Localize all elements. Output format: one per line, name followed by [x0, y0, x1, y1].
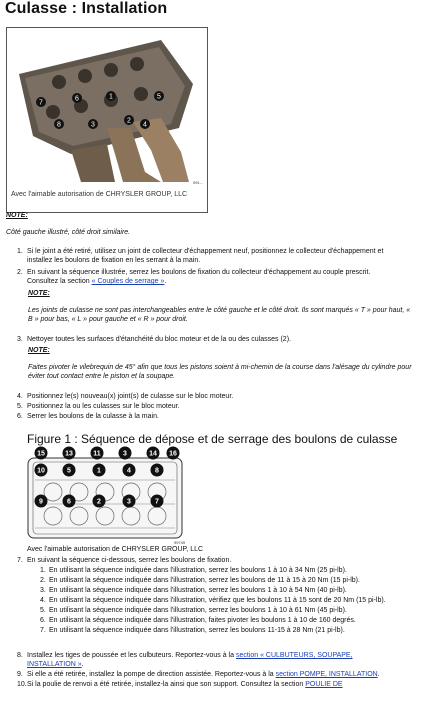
step-number: 1.	[17, 248, 23, 255]
step-number: 2.	[17, 269, 23, 276]
figure-bolt-label: 10	[37, 467, 45, 475]
note-block	[28, 289, 413, 324]
svg-text:6: 6	[75, 95, 79, 103]
figure-bolt-label: 15	[37, 450, 45, 458]
bolt-label-2	[124, 115, 134, 125]
figure-bolt-3	[123, 495, 136, 508]
note-text: Côté gauche illustré, côté droit similaire.	[6, 229, 131, 236]
list-item	[40, 576, 410, 585]
list-item	[17, 670, 402, 679]
figure-bolt-15	[35, 447, 48, 460]
figure-bolt-4	[123, 464, 136, 477]
engine-diagram	[27, 444, 186, 545]
figure-code: 99749	[174, 540, 186, 545]
list-item	[17, 651, 402, 669]
list-item	[40, 586, 410, 595]
figure-bolt-label: 1	[97, 467, 101, 475]
bolt-label-7	[36, 97, 46, 107]
bolt-label-3	[88, 119, 98, 129]
cylinder-head-photo	[11, 32, 202, 182]
substep-number: 5.	[40, 607, 46, 614]
figure-bolt-label: 8	[155, 467, 159, 475]
page-title: Culasse : Installation	[5, 0, 168, 17]
figure-bolt-2	[93, 495, 106, 508]
list-item	[40, 566, 410, 575]
substep-number: 3.	[40, 587, 46, 594]
steps-list-a	[17, 247, 402, 289]
substeps-list	[40, 566, 410, 636]
substep-number: 7.	[40, 627, 46, 634]
substep-number: 4.	[40, 597, 46, 604]
couples-de-serrage-link[interactable]: « Couples de serrage »	[91, 278, 165, 285]
figure-bolt-5	[63, 464, 76, 477]
step-text: Serrer les boulons de la culasse à la main.	[27, 413, 159, 420]
substep-text: En utilisant la séquence indiquée dans l'illustration, serrez les boulons 1 à 10 à 54 Nm (40 pi-lb).	[49, 587, 347, 594]
figure-bolt-label: 2	[97, 498, 101, 506]
list-item	[40, 596, 410, 605]
list-item	[17, 680, 402, 689]
substep-text: En utilisant la séquence indiquée dans l'illustration, vérifiez que les boulons 11 à 15 sont de 20 Nm (15 pi-lb).	[49, 597, 386, 604]
step-text: Positionnez le(s) nouveau(x) joint(s) de culasse sur le bloc moteur.	[27, 393, 234, 400]
bolt-label-6	[72, 93, 82, 103]
figure-bolt-11	[91, 447, 104, 460]
step-text: En suivant la séquence illustrée, serrez les boulons de fixation du collecteur d'échappement au couple prescrit. Consultez la section	[27, 269, 371, 285]
bolt-label-4	[140, 119, 150, 129]
step-number: 9.	[17, 671, 23, 678]
substep-text: En utilisant la séquence indiquée dans l'illustration, serrez les boulons de 11 à 15 à 20 Nm (15 pi-lb).	[49, 577, 360, 584]
substep-number: 2.	[40, 577, 46, 584]
figure-bolt-label: 7	[155, 498, 159, 506]
step-text-end: .	[81, 661, 84, 668]
substep-number: 6.	[40, 617, 46, 624]
substep-text: En utilisant la séquence indiquée dans l'illustration, serrez les boulons 1 à 10 à 34 Nm (25 pi-lb).	[49, 567, 347, 574]
step-text: Si le joint a été retiré, utilisez un joint de collecteur d'échappement neuf, positionnez le collecteur d'échappement et installez les boulons de fixation en les serrant à la main.	[27, 248, 384, 264]
figure-bolt-label: 6	[67, 498, 71, 506]
step-text: Positionnez la ou les culasses sur le bloc moteur.	[27, 403, 180, 410]
step-number: 4.	[17, 393, 23, 400]
figure-bolt-label: 3	[123, 450, 127, 458]
svg-text:7: 7	[39, 99, 43, 107]
list-item	[17, 402, 402, 411]
step-number: 5.	[17, 403, 23, 410]
list-item	[40, 616, 410, 625]
figure-bolt-6	[63, 495, 76, 508]
step-text-end: .	[377, 671, 380, 678]
substep-text: En utilisant la séquence indiquée dans l'illustration, serrez les boulons 1 à 10 à 61 Nm (45 pi-lb).	[49, 607, 347, 614]
svg-text:2: 2	[127, 117, 131, 125]
list-item	[17, 412, 402, 421]
note-title: NOTE:	[28, 290, 50, 297]
step-text: Nettoyer toutes les surfaces d'étanchéité du bloc moteur et de la ou des culasses (2).	[27, 336, 291, 343]
figure-bolt-label: 16	[169, 450, 177, 458]
step-text: Installez les tiges de poussée et les culbuteurs. Reportez-vous à la	[27, 652, 235, 659]
step-number: 7.	[17, 557, 23, 564]
note-block	[28, 346, 413, 381]
figure-bolt-label: 9	[39, 498, 43, 506]
list-item	[17, 247, 402, 265]
note-title: NOTE:	[6, 212, 28, 219]
step-text: Si elle a été retirée, installez la pompe de direction assistée. Reportez-vous à la	[27, 671, 274, 678]
step-number: 10.	[17, 681, 27, 688]
note-title: NOTE:	[28, 347, 50, 354]
list-item	[40, 606, 410, 615]
poulie-link[interactable]: POULIE DE	[305, 681, 343, 688]
step-number: 6.	[17, 413, 23, 420]
figure-bolt-13	[63, 447, 76, 460]
bolt-label-5	[154, 91, 164, 101]
figure-bolt-label: 14	[149, 450, 157, 458]
figure-bolt-1	[93, 464, 106, 477]
figure-bolt-label: 3	[127, 498, 131, 506]
figure-bolt-9	[35, 495, 48, 508]
figure-bolt-14	[147, 447, 160, 460]
figure-title: Figure 1 : Séquence de dépose et de serrage des boulons de culasse	[27, 432, 398, 446]
svg-text:4: 4	[143, 121, 147, 129]
list-item	[17, 556, 402, 565]
figure-bolt-10	[35, 464, 48, 477]
list-item	[40, 626, 410, 635]
svg-text:3: 3	[91, 121, 95, 129]
step-text-end: .	[164, 278, 167, 285]
steps-list-c	[17, 651, 402, 692]
svg-text:5: 5	[157, 93, 161, 101]
bolt-label-8	[54, 119, 64, 129]
figure-bolt-label: 11	[93, 450, 101, 458]
figure-bolt-8	[151, 464, 164, 477]
step-number: 3.	[17, 336, 23, 343]
figure-bolt-7	[151, 495, 164, 508]
list-item	[17, 268, 402, 286]
figure-credit: Avec l'aimable autorisation de CHRYSLER GROUP, LLC	[27, 546, 204, 553]
substep-text: En utilisant la séquence indiquée dans l'illustration, faites pivoter les boulons 1 à 10 de 160 degrés.	[49, 617, 356, 624]
photo-code: 091...	[192, 180, 203, 185]
culbuteurs-installation-link[interactable]: section « CULBUTEURS, SOUPAPE, INSTALLATION »	[27, 652, 353, 668]
note-text: Les joints de culasse ne sont pas interchangeables entre le côté gauche et le côté droit. Ils sont marqués « T » pour haut, « B » pour bas, « L » pour gauche et « R » pour droit.	[28, 307, 411, 323]
list-item	[17, 335, 402, 344]
svg-text:8: 8	[57, 121, 61, 129]
svg-text:1: 1	[109, 93, 113, 101]
step-text: Si la poulie de renvoi a été retirée, installez-la ainsi que son support. Consultez la section	[27, 681, 304, 688]
figure-bolt-label: 13	[65, 450, 73, 458]
step-text: En suivant la séquence ci-dessous, serrez les boulons de fixation.	[27, 557, 232, 564]
photo-figure	[6, 27, 208, 213]
photo-credit: Avec l'aimable autorisation de CHRYSLER GROUP, LLC	[11, 191, 188, 198]
step-number: 8.	[17, 652, 23, 659]
substep-text: En utilisant la séquence indiquée dans l'illustration, serrez les boulons 11-15 à 28 Nm (21 pi-lb).	[49, 627, 345, 634]
substep-number: 1.	[40, 567, 46, 574]
bolt-label-1	[106, 91, 116, 101]
figure-bolt-label: 5	[67, 467, 71, 475]
list-item	[17, 392, 402, 401]
figure-bolt-3	[119, 447, 132, 460]
figure-bolt-label: 4	[127, 467, 131, 475]
figure-bolt-16	[167, 447, 180, 460]
steps-list-b	[17, 392, 402, 424]
pompe-installation-link[interactable]: section POMPE, INSTALLATION	[275, 671, 378, 678]
note-text: Faites pivoter le vilebrequin de 45° afin que tous les pistons soient à mi-chemin de la course dans l'alésage du cylindre pour éviter tout contact entre le piston et la soupape.	[28, 364, 412, 380]
